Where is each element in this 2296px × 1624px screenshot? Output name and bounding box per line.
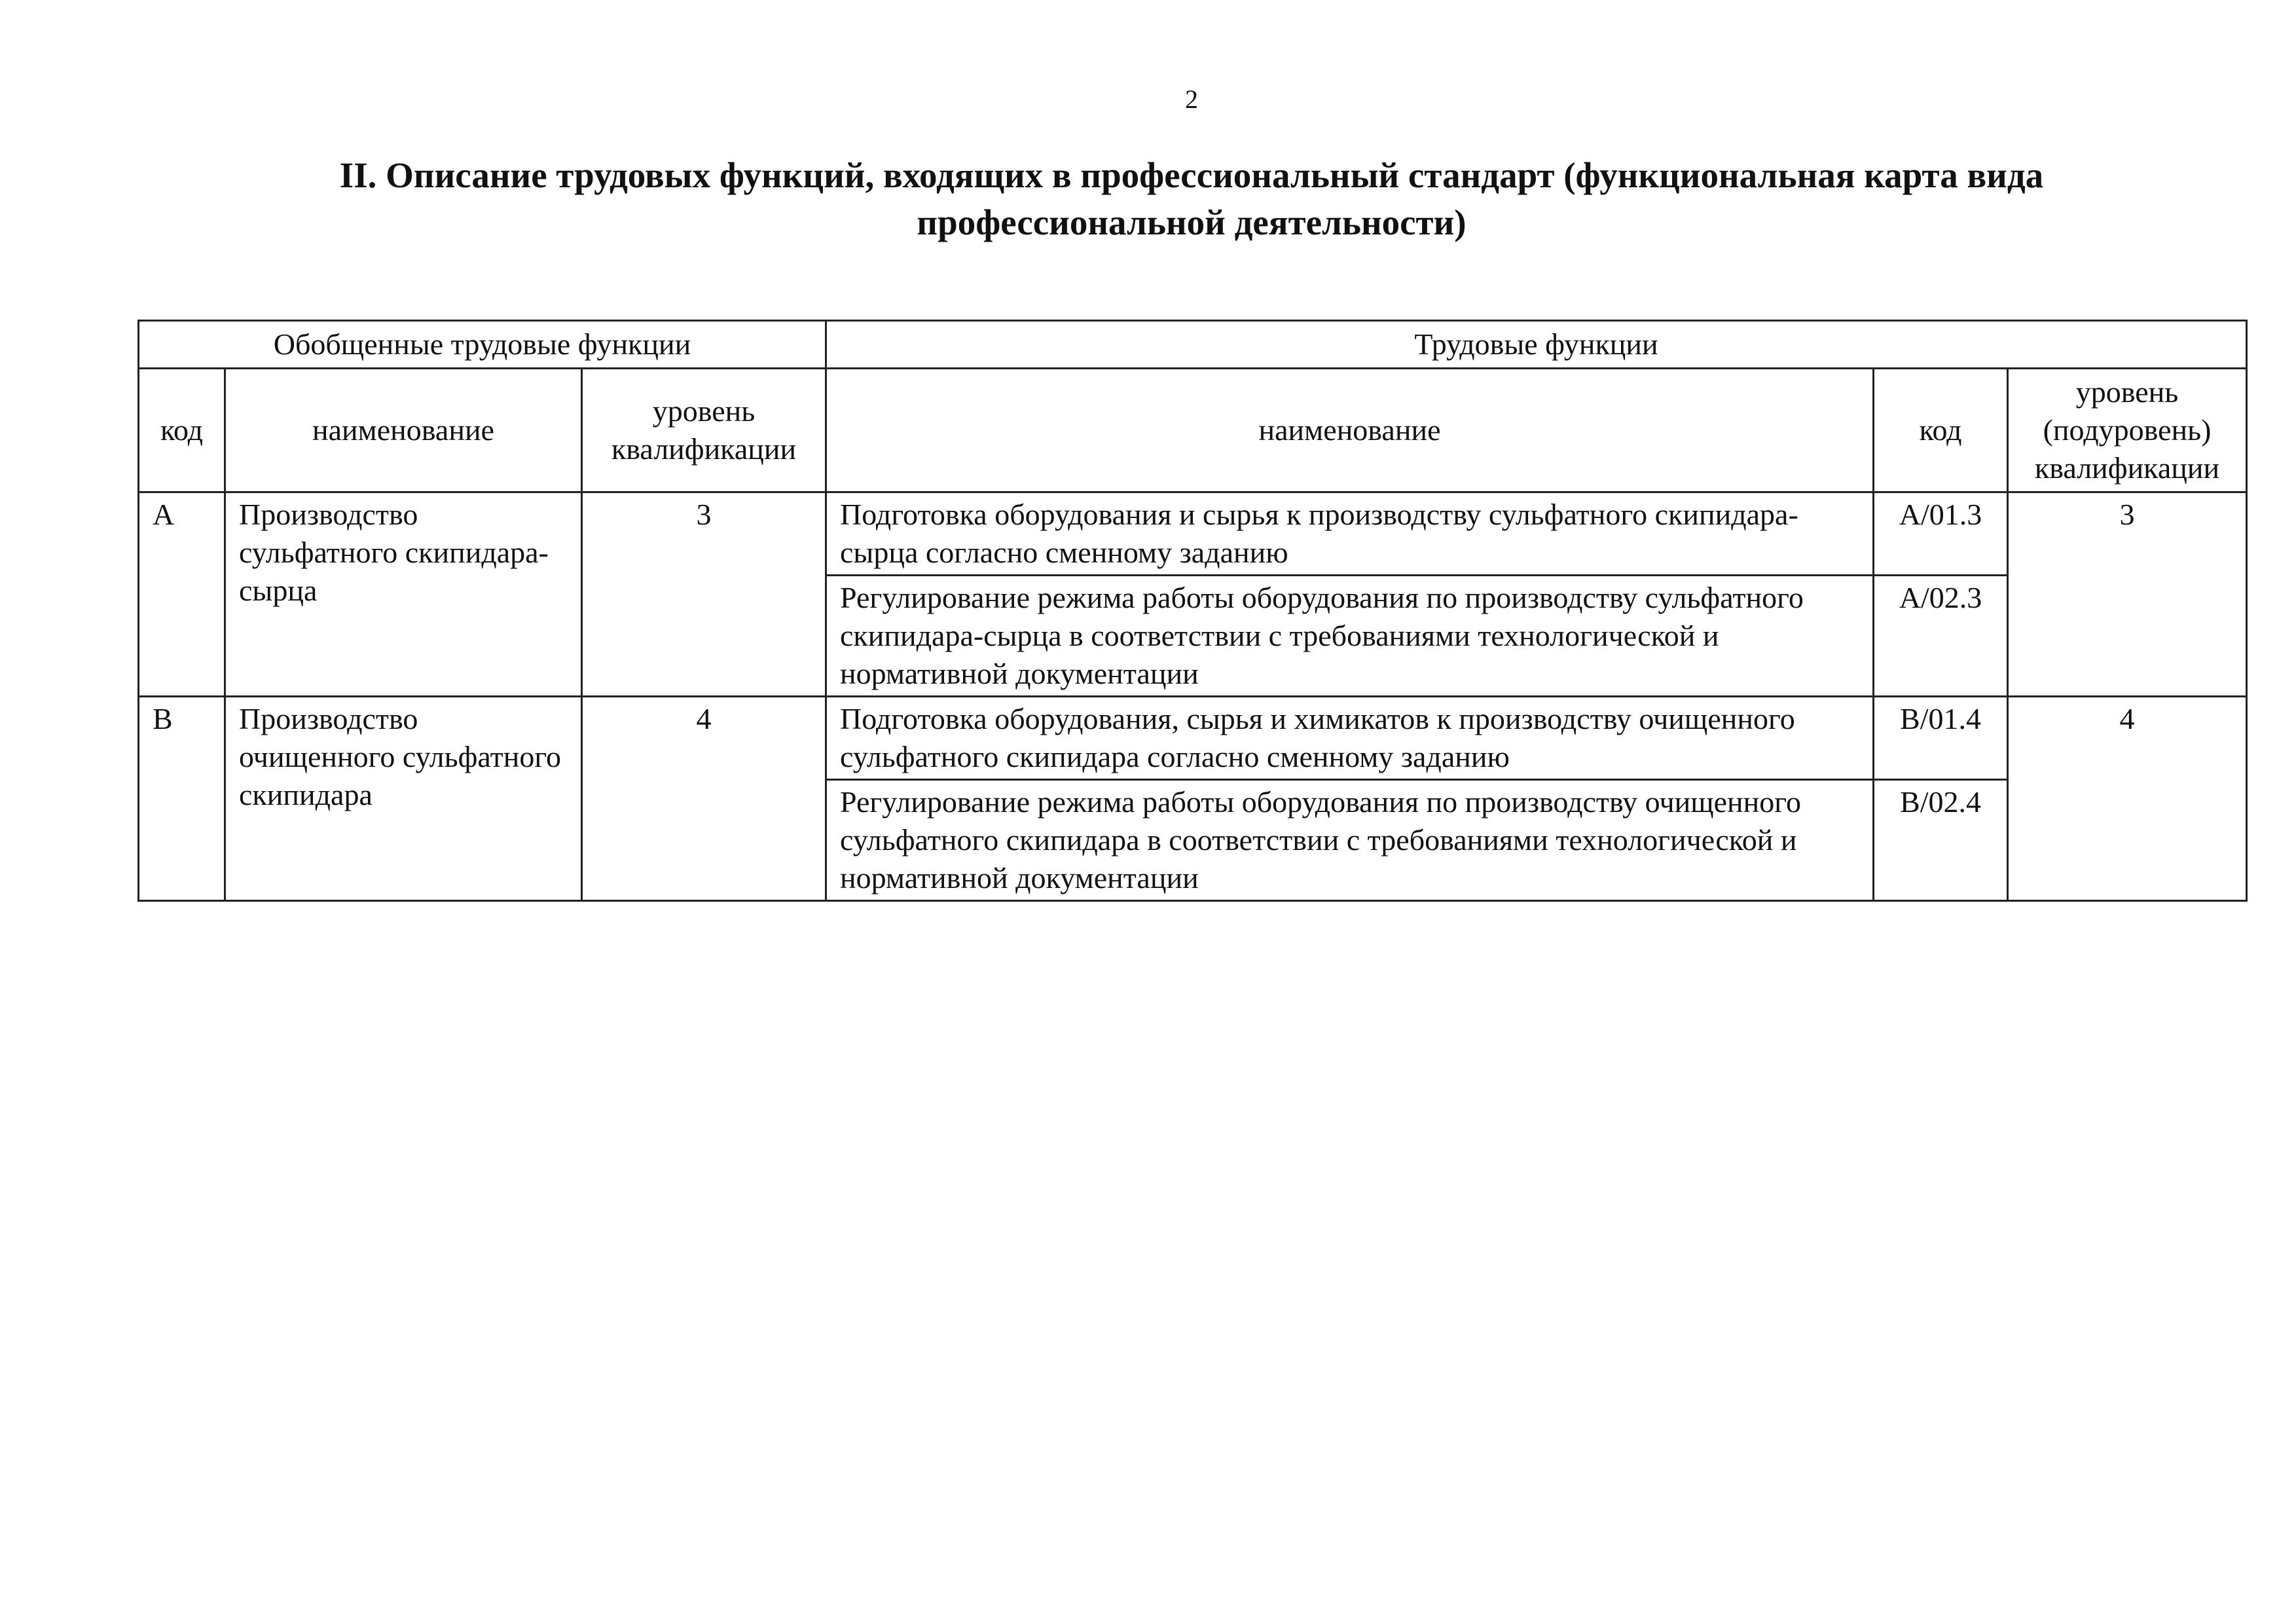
tf-name-header: наименование bbox=[826, 369, 1874, 492]
tf-code-cell: A/01.3 bbox=[1874, 492, 2008, 576]
otf-name-header: наименование bbox=[225, 369, 582, 492]
tf-name-cell: Подготовка оборудования и сырья к производству сульфатного скипидара-сырца согласно сменному заданию bbox=[826, 492, 1874, 576]
tf-level-cell: 4 bbox=[2008, 697, 2247, 901]
functional-map-table bbox=[137, 320, 2248, 902]
page-number: 2 bbox=[1185, 84, 1198, 114]
otf-code-cell: A bbox=[139, 492, 225, 697]
tf-level-header: уровень (подуровень) квалификации bbox=[2008, 369, 2247, 492]
tf-code-cell: A/02.3 bbox=[1874, 576, 2008, 697]
section-title: II. Описание трудовых функций, входящих в профессиональный стандарт (функциональная карта вида профессиональной деятельности) bbox=[339, 155, 2044, 242]
tf-name-cell: Подготовка оборудования, сырья и химикатов к производству очищенного сульфатного скипидара согласно сменному заданию bbox=[826, 697, 1874, 780]
tf-code-cell: B/02.4 bbox=[1874, 780, 2008, 901]
otf-level-cell: 3 bbox=[582, 492, 826, 697]
otf-code-header: код bbox=[139, 369, 225, 492]
group-header-row bbox=[139, 321, 2247, 369]
tf-code-cell: B/01.4 bbox=[1874, 697, 2008, 780]
otf-level-header: уровень квалификации bbox=[582, 369, 826, 492]
otf-name-cell: Производство сульфатного скипидара-сырца bbox=[225, 492, 582, 697]
tf-name-cell: Регулирование режима работы оборудования по производству очищенного сульфатного скипидара в соответствии с требованиями технологической и нормативной документации bbox=[826, 780, 1874, 901]
otf-name-cell: Производство очищенного сульфатного скипидара bbox=[225, 697, 582, 901]
table-row bbox=[139, 697, 2247, 780]
tf-level-cell: 3 bbox=[2008, 492, 2247, 697]
otf-level-cell: 4 bbox=[582, 697, 826, 901]
tf-code-header: код bbox=[1874, 369, 2008, 492]
labor-functions-header: Трудовые функции bbox=[826, 321, 2247, 369]
otf-code-cell: B bbox=[139, 697, 225, 901]
generalized-functions-header: Обобщенные трудовые функции bbox=[139, 321, 826, 369]
column-header-row bbox=[139, 369, 2247, 492]
tf-name-cell: Регулирование режима работы оборудования по производству сульфатного скипидара-сырца в соответствии с требованиями технологической и нормативной документации bbox=[826, 576, 1874, 697]
table-row bbox=[139, 492, 2247, 576]
